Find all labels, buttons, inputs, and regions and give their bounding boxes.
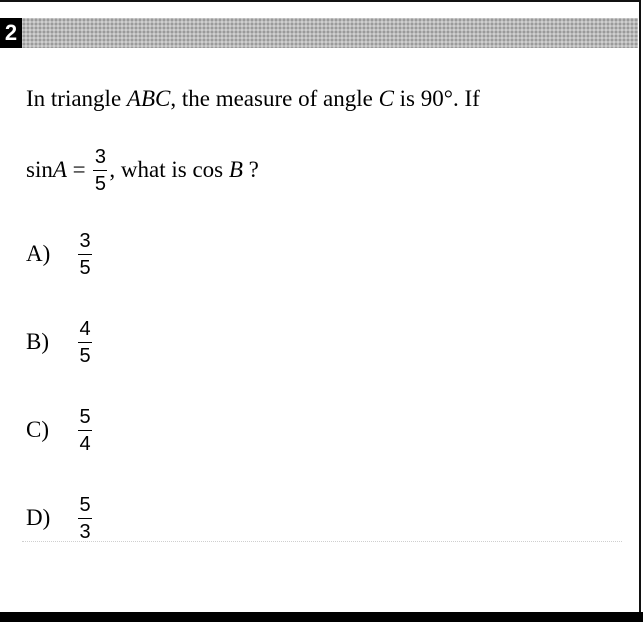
choice-label: A) bbox=[26, 241, 51, 266]
fraction-numerator: 5 bbox=[79, 405, 91, 428]
question-stem-line1 bbox=[26, 86, 480, 112]
fraction-bar bbox=[93, 170, 107, 171]
question-stem-line2 bbox=[26, 140, 259, 200]
fraction-numerator: 4 bbox=[79, 317, 91, 340]
stem-text: In triangle bbox=[26, 86, 127, 111]
stem-var-a: A bbox=[52, 157, 67, 182]
stem-text: , the measure of angle bbox=[170, 86, 379, 111]
choice-fraction bbox=[78, 230, 92, 279]
choice-fraction bbox=[78, 494, 92, 543]
fraction-bar bbox=[78, 254, 92, 255]
fraction-numerator: 5 bbox=[79, 493, 91, 516]
fraction-numerator: 3 bbox=[79, 229, 91, 252]
fraction-bar bbox=[78, 342, 92, 343]
question-number-badge bbox=[0, 18, 22, 48]
choice-c[interactable] bbox=[26, 398, 94, 462]
choice-fraction bbox=[78, 406, 92, 455]
stem-text: . If bbox=[452, 86, 480, 111]
header-band bbox=[22, 18, 638, 48]
stem-fraction bbox=[93, 146, 107, 195]
stem-text: , what is cos bbox=[109, 157, 229, 182]
bottom-bar bbox=[0, 612, 643, 622]
fraction-denominator: 5 bbox=[94, 172, 106, 195]
stem-text: ? bbox=[242, 157, 259, 182]
choice-label: D) bbox=[26, 505, 51, 530]
stem-var-b: B bbox=[228, 157, 243, 182]
fraction-denominator: 5 bbox=[79, 256, 91, 279]
stem-var-c: C bbox=[378, 86, 394, 111]
fraction-bar bbox=[78, 430, 92, 431]
choice-label: B) bbox=[26, 329, 49, 354]
stem-var-abc: ABC bbox=[126, 86, 171, 111]
stem-text: is bbox=[393, 86, 421, 111]
choice-b[interactable] bbox=[26, 310, 94, 374]
stem-equals: = bbox=[66, 157, 92, 182]
choice-a[interactable] bbox=[26, 222, 94, 286]
fraction-bar bbox=[78, 518, 92, 519]
choice-label: C) bbox=[26, 417, 49, 442]
divider bbox=[22, 541, 622, 542]
fraction-denominator: 5 bbox=[79, 344, 91, 367]
question-number: 2 bbox=[4, 20, 18, 45]
choice-fraction bbox=[78, 318, 92, 367]
fraction-denominator: 4 bbox=[79, 432, 91, 455]
stem-sin: sin bbox=[26, 157, 53, 182]
fraction-denominator: 3 bbox=[79, 520, 91, 543]
stem-degree: 90° bbox=[420, 86, 453, 111]
fraction-numerator: 3 bbox=[94, 145, 106, 168]
